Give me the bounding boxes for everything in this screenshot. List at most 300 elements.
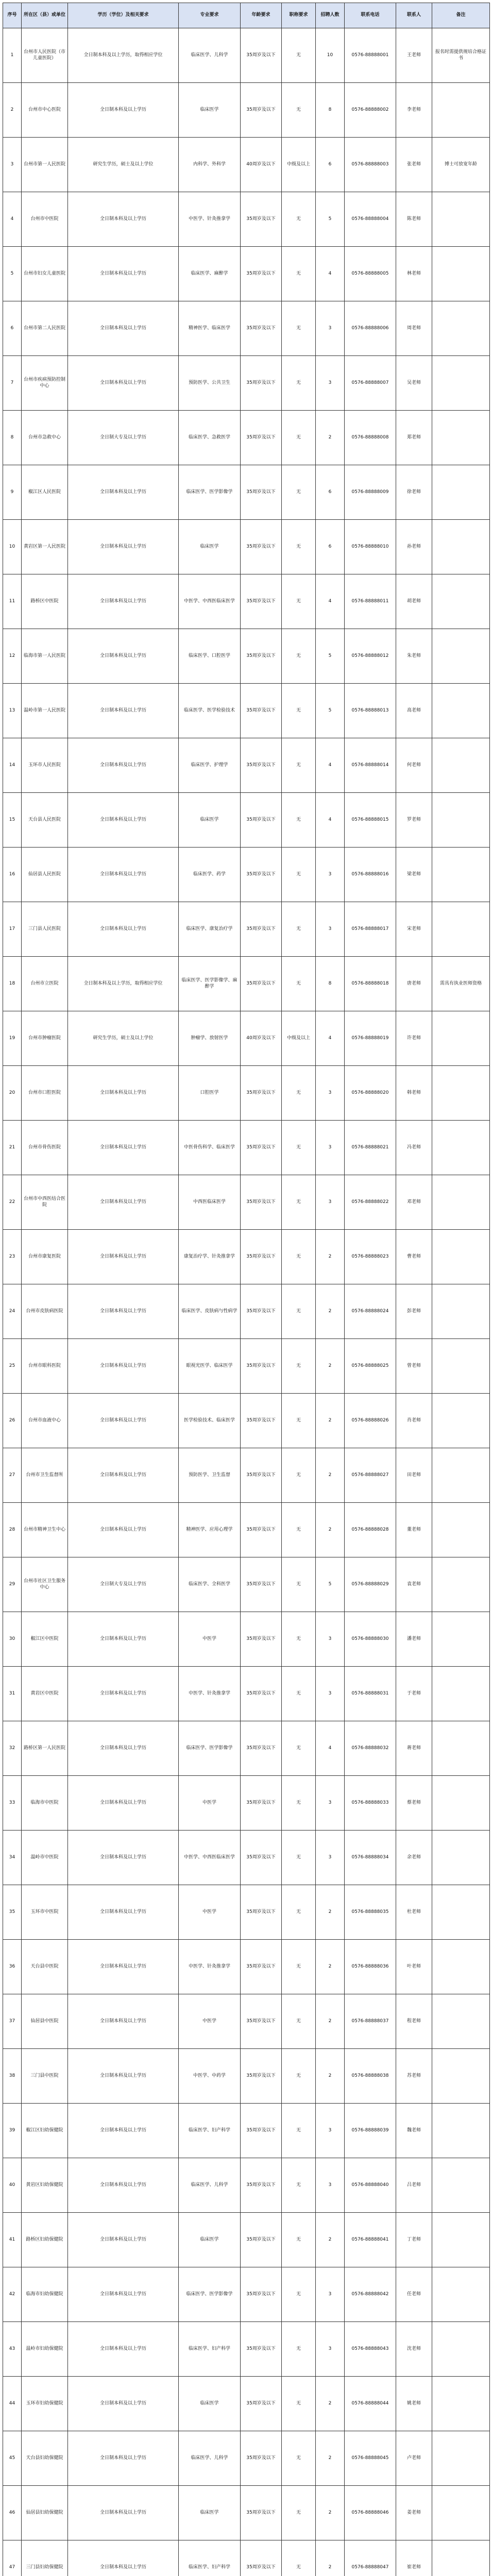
unit-cell: 三门县中医院: [22, 2049, 68, 2104]
table-row: [3, 738, 490, 793]
column-header: 专业要求: [179, 3, 241, 28]
requirement-cell: 全日制本科及以上学历: [68, 848, 179, 902]
row-number: 36: [3, 1940, 22, 1994]
age-cell: 35周岁及以下: [241, 356, 282, 411]
age-cell: 35周岁及以下: [241, 2486, 282, 2540]
major-cell: 临床医学、皮肤病与性病学: [179, 1284, 241, 1339]
notes-cell: [432, 1940, 490, 1994]
count-cell: 5: [316, 1557, 345, 1612]
phone-cell: 0576-88888017: [345, 902, 396, 957]
requirement-cell: 全日制本科及以上学历: [68, 574, 179, 629]
title-cell: 无: [282, 957, 316, 1011]
row-number: 26: [3, 1394, 22, 1448]
title-cell: 无: [282, 1885, 316, 1940]
phone-cell: 0576-88888034: [345, 1831, 396, 1885]
requirement-cell: 全日制本科及以上学历: [68, 1339, 179, 1394]
requirement-cell: 全日制本科及以上学历: [68, 1503, 179, 1557]
unit-cell: 台州市妇女儿童医院: [22, 247, 68, 301]
unit-cell: 台州市口腔医院: [22, 1066, 68, 1121]
age-cell: 35周岁及以下: [241, 1885, 282, 1940]
column-header: 职称要求: [282, 3, 316, 28]
phone-cell: 0576-88888011: [345, 574, 396, 629]
notes-cell: [432, 629, 490, 684]
requirement-cell: 全日制本科及以上学历: [68, 1230, 179, 1284]
title-cell: 中级及以上: [282, 1011, 316, 1066]
notes-cell: [432, 2377, 490, 2431]
requirement-cell: 全日制本科及以上学历: [68, 1994, 179, 2049]
header-row: [3, 3, 490, 28]
count-cell: 6: [316, 138, 345, 192]
requirement-cell: 全日制本科及以上学历: [68, 192, 179, 247]
row-number: 43: [3, 2322, 22, 2377]
phone-cell: 0576-88888009: [345, 465, 396, 520]
table-row: [3, 1066, 490, 1121]
contact-cell: 徐老师: [396, 465, 432, 520]
table-row: [3, 793, 490, 848]
table-row: [3, 1503, 490, 1557]
column-header: 所在区（县）或单位: [22, 3, 68, 28]
row-number: 18: [3, 957, 22, 1011]
title-cell: 无: [282, 2213, 316, 2267]
major-cell: 中西医临床医学: [179, 1175, 241, 1230]
major-cell: 中医学: [179, 1994, 241, 2049]
count-cell: 3: [316, 2267, 345, 2322]
phone-cell: 0576-88888035: [345, 1885, 396, 1940]
unit-cell: 天台县中医院: [22, 1940, 68, 1994]
requirement-cell: 全日制本科及以上学历: [68, 2431, 179, 2486]
phone-cell: 0576-88888045: [345, 2431, 396, 2486]
table-row: [3, 2267, 490, 2322]
column-header: 招聘人数: [316, 3, 345, 28]
age-cell: 35周岁及以下: [241, 1612, 282, 1667]
notes-cell: [432, 1667, 490, 1721]
notes-cell: [432, 2049, 490, 2104]
age-cell: 35周岁及以下: [241, 738, 282, 793]
age-cell: 35周岁及以下: [241, 1667, 282, 1721]
requirement-cell: 全日制本科及以上学历: [68, 465, 179, 520]
title-cell: 无: [282, 1721, 316, 1776]
phone-cell: 0576-88888018: [345, 957, 396, 1011]
age-cell: 35周岁及以下: [241, 83, 282, 138]
major-cell: 临床医学、全科医学: [179, 1557, 241, 1612]
table-row: [3, 1121, 490, 1175]
major-cell: 中医学、针灸推拿学: [179, 1667, 241, 1721]
major-cell: 临床医学: [179, 2486, 241, 2540]
contact-cell: 蒋老师: [396, 1721, 432, 1776]
table-row: [3, 1011, 490, 1066]
row-number: 10: [3, 520, 22, 574]
major-cell: 中医学、中西医临床医学: [179, 1831, 241, 1885]
notes-cell: [432, 574, 490, 629]
age-cell: 35周岁及以下: [241, 2049, 282, 2104]
unit-cell: 仙居县妇幼保健院: [22, 2486, 68, 2540]
contact-cell: 曾老师: [396, 1339, 432, 1394]
major-cell: 肿瘤学、放射医学: [179, 1011, 241, 1066]
unit-cell: 三门县妇幼保健院: [22, 2540, 68, 2576]
requirement-cell: 全日制本科及以上学历: [68, 1066, 179, 1121]
table-row: [3, 902, 490, 957]
count-cell: 2: [316, 1394, 345, 1448]
major-cell: 临床医学: [179, 83, 241, 138]
title-cell: 无: [282, 301, 316, 356]
major-cell: 临床医学: [179, 793, 241, 848]
contact-cell: 韩老师: [396, 1066, 432, 1121]
requirement-cell: 全日制本科及以上学历: [68, 83, 179, 138]
notes-cell: [432, 1721, 490, 1776]
row-number: 34: [3, 1831, 22, 1885]
table-row: [3, 2540, 490, 2576]
unit-cell: 黄岩区第一人民医院: [22, 520, 68, 574]
notes-cell: [432, 2431, 490, 2486]
requirement-cell: 全日制本科及以上学历: [68, 2377, 179, 2431]
notes-cell: [432, 1121, 490, 1175]
count-cell: 2: [316, 1284, 345, 1339]
phone-cell: 0576-88888006: [345, 301, 396, 356]
major-cell: 中医骨伤科学、临床医学: [179, 1121, 241, 1175]
notes-cell: [432, 2158, 490, 2213]
age-cell: 35周岁及以下: [241, 1394, 282, 1448]
table-row: [3, 411, 490, 465]
title-cell: 无: [282, 1940, 316, 1994]
phone-cell: 0576-88888021: [345, 1121, 396, 1175]
notes-cell: [432, 2213, 490, 2267]
requirement-cell: 全日制本科及以上学历: [68, 2104, 179, 2158]
unit-cell: 台州市血液中心: [22, 1394, 68, 1448]
age-cell: 35周岁及以下: [241, 301, 282, 356]
phone-cell: 0576-88888047: [345, 2540, 396, 2576]
phone-cell: 0576-88888039: [345, 2104, 396, 2158]
unit-cell: 台州市卫生监督所: [22, 1448, 68, 1503]
row-number: 2: [3, 83, 22, 138]
table-row: [3, 2104, 490, 2158]
contact-cell: 姜老师: [396, 2486, 432, 2540]
count-cell: 2: [316, 1339, 345, 1394]
title-cell: 无: [282, 83, 316, 138]
row-number: 13: [3, 684, 22, 738]
count-cell: 3: [316, 2104, 345, 2158]
row-number: 9: [3, 465, 22, 520]
major-cell: 临床医学、康复治疗学: [179, 902, 241, 957]
notes-cell: [432, 301, 490, 356]
count-cell: 3: [316, 848, 345, 902]
count-cell: 3: [316, 1667, 345, 1721]
table-row: [3, 684, 490, 738]
phone-cell: 0576-88888002: [345, 83, 396, 138]
row-number: 42: [3, 2267, 22, 2322]
row-number: 45: [3, 2431, 22, 2486]
age-cell: 35周岁及以下: [241, 28, 282, 83]
table-row: [3, 83, 490, 138]
title-cell: 无: [282, 2431, 316, 2486]
notes-cell: [432, 1612, 490, 1667]
contact-cell: 崔老师: [396, 2540, 432, 2576]
title-cell: 无: [282, 1994, 316, 2049]
count-cell: 2: [316, 2049, 345, 2104]
title-cell: 无: [282, 247, 316, 301]
contact-cell: 周老师: [396, 301, 432, 356]
table-row: [3, 957, 490, 1011]
notes-cell: 报名时需提供规培合格证书: [432, 28, 490, 83]
phone-cell: 0576-88888037: [345, 1994, 396, 2049]
unit-cell: 台州市人民医院（市儿童医院）: [22, 28, 68, 83]
table-row: [3, 1885, 490, 1940]
contact-cell: 宋老师: [396, 902, 432, 957]
title-cell: 无: [282, 1230, 316, 1284]
count-cell: 3: [316, 1175, 345, 1230]
table-row: [3, 356, 490, 411]
major-cell: 临床医学、急救医学: [179, 411, 241, 465]
requirement-cell: 全日制本科及以上学历: [68, 1940, 179, 1994]
age-cell: 35周岁及以下: [241, 1503, 282, 1557]
title-cell: 无: [282, 28, 316, 83]
table-row: [3, 1284, 490, 1339]
table-row: [3, 1776, 490, 1831]
title-cell: 无: [282, 1448, 316, 1503]
unit-cell: 台州市肿瘤医院: [22, 1011, 68, 1066]
row-number: 47: [3, 2540, 22, 2576]
row-number: 24: [3, 1284, 22, 1339]
major-cell: 临床医学、儿科学: [179, 28, 241, 83]
requirement-cell: 全日制本科及以上学历: [68, 1721, 179, 1776]
requirement-cell: 全日制大专及以上学历: [68, 1557, 179, 1612]
major-cell: 临床医学、医学影像学、麻醉学: [179, 957, 241, 1011]
major-cell: 临床医学: [179, 2213, 241, 2267]
count-cell: 2: [316, 1230, 345, 1284]
major-cell: 临床医学、妇产科学: [179, 2540, 241, 2576]
contact-cell: 林老师: [396, 247, 432, 301]
unit-cell: 黄岩区妇幼保健院: [22, 2158, 68, 2213]
column-header: 联系电话: [345, 3, 396, 28]
title-cell: 无: [282, 520, 316, 574]
unit-cell: 椒江区人民医院: [22, 465, 68, 520]
contact-cell: 梁老师: [396, 848, 432, 902]
recruitment-table: [3, 3, 490, 2576]
notes-cell: [432, 793, 490, 848]
row-number: 40: [3, 2158, 22, 2213]
phone-cell: 0576-88888020: [345, 1066, 396, 1121]
table-row: [3, 1175, 490, 1230]
requirement-cell: 全日制本科及以上学历: [68, 738, 179, 793]
requirement-cell: 全日制本科及以上学历: [68, 2267, 179, 2322]
row-number: 23: [3, 1230, 22, 1284]
row-number: 37: [3, 1994, 22, 2049]
count-cell: 3: [316, 2322, 345, 2377]
unit-cell: 台州市急救中心: [22, 411, 68, 465]
table-row: [3, 1994, 490, 2049]
requirement-cell: 全日制本科及以上学历: [68, 1776, 179, 1831]
requirement-cell: 研究生学历，硕士及以上学位: [68, 138, 179, 192]
requirement-cell: 全日制本科及以上学历: [68, 2049, 179, 2104]
count-cell: 10: [316, 28, 345, 83]
unit-cell: 台州市精神卫生中心: [22, 1503, 68, 1557]
count-cell: 2: [316, 2486, 345, 2540]
phone-cell: 0576-88888010: [345, 520, 396, 574]
row-number: 33: [3, 1776, 22, 1831]
major-cell: 临床医学、儿科学: [179, 2431, 241, 2486]
count-cell: 3: [316, 2158, 345, 2213]
requirement-cell: 全日制本科及以上学历: [68, 793, 179, 848]
major-cell: 中医学、中药学: [179, 2049, 241, 2104]
notes-cell: [432, 356, 490, 411]
unit-cell: 天台县人民医院: [22, 793, 68, 848]
unit-cell: 台州市中医院: [22, 192, 68, 247]
unit-cell: 临海市妇幼保健院: [22, 2267, 68, 2322]
unit-cell: 玉环市人民医院: [22, 738, 68, 793]
contact-cell: 董老师: [396, 1503, 432, 1557]
row-number: 46: [3, 2486, 22, 2540]
unit-cell: 台州市骨伤医院: [22, 1121, 68, 1175]
major-cell: 临床医学、医学影像学: [179, 465, 241, 520]
table-row: [3, 28, 490, 83]
major-cell: 临床医学、护理学: [179, 738, 241, 793]
age-cell: 35周岁及以下: [241, 192, 282, 247]
phone-cell: 0576-88888014: [345, 738, 396, 793]
phone-cell: 0576-88888012: [345, 629, 396, 684]
requirement-cell: 全日制本科及以上学历: [68, 1612, 179, 1667]
requirement-cell: 全日制本科及以上学历: [68, 629, 179, 684]
phone-cell: 0576-88888024: [345, 1284, 396, 1339]
requirement-cell: 全日制本科及以上学历: [68, 2486, 179, 2540]
contact-cell: 张老师: [396, 138, 432, 192]
count-cell: 5: [316, 629, 345, 684]
age-cell: 35周岁及以下: [241, 465, 282, 520]
count-cell: 3: [316, 1776, 345, 1831]
title-cell: 无: [282, 1394, 316, 1448]
title-cell: 无: [282, 2158, 316, 2213]
count-cell: 2: [316, 1885, 345, 1940]
requirement-cell: 全日制本科及以上学历: [68, 1667, 179, 1721]
notes-cell: [432, 1831, 490, 1885]
major-cell: 内科学、外科学: [179, 138, 241, 192]
contact-cell: 曹老师: [396, 1230, 432, 1284]
requirement-cell: 全日制本科及以上学历: [68, 301, 179, 356]
table-row: [3, 247, 490, 301]
phone-cell: 0576-88888043: [345, 2322, 396, 2377]
table-row: [3, 1339, 490, 1394]
notes-cell: [432, 2540, 490, 2576]
requirement-cell: 全日制本科及以上学历: [68, 902, 179, 957]
major-cell: 中医学、针灸推拿学: [179, 192, 241, 247]
count-cell: 3: [316, 301, 345, 356]
count-cell: 5: [316, 192, 345, 247]
major-cell: 眼视光医学、临床医学: [179, 1339, 241, 1394]
unit-cell: 天台县妇幼保健院: [22, 2431, 68, 2486]
table-row: [3, 2486, 490, 2540]
notes-cell: [432, 684, 490, 738]
unit-cell: 黄岩区中医院: [22, 1667, 68, 1721]
unit-cell: 温岭市第一人民医院: [22, 684, 68, 738]
table-row: [3, 465, 490, 520]
row-number: 4: [3, 192, 22, 247]
phone-cell: 0576-88888026: [345, 1394, 396, 1448]
notes-cell: [432, 192, 490, 247]
contact-cell: 许老师: [396, 1011, 432, 1066]
contact-cell: 蔡老师: [396, 1776, 432, 1831]
column-header: 序号: [3, 3, 22, 28]
age-cell: 35周岁及以下: [241, 1121, 282, 1175]
table-row: [3, 2158, 490, 2213]
count-cell: 4: [316, 793, 345, 848]
phone-cell: 0576-88888016: [345, 848, 396, 902]
phone-cell: 0576-88888023: [345, 1230, 396, 1284]
major-cell: 预防医学、卫生监督: [179, 1448, 241, 1503]
requirement-cell: 全日制本科及以上学历: [68, 1175, 179, 1230]
table-row: [3, 1667, 490, 1721]
requirement-cell: 全日制本科及以上学历: [68, 1394, 179, 1448]
phone-cell: 0576-88888033: [345, 1776, 396, 1831]
age-cell: 35周岁及以下: [241, 629, 282, 684]
phone-cell: 0576-88888027: [345, 1448, 396, 1503]
contact-cell: 吴老师: [396, 356, 432, 411]
count-cell: 3: [316, 1831, 345, 1885]
notes-cell: [432, 1557, 490, 1612]
title-cell: 中级及以上: [282, 138, 316, 192]
title-cell: 无: [282, 2104, 316, 2158]
count-cell: 2: [316, 1503, 345, 1557]
count-cell: 2: [316, 1448, 345, 1503]
unit-cell: 台州市中心医院: [22, 83, 68, 138]
unit-cell: 玉环市妇幼保健院: [22, 2377, 68, 2431]
count-cell: 8: [316, 83, 345, 138]
phone-cell: 0576-88888013: [345, 684, 396, 738]
notes-cell: [432, 1885, 490, 1940]
unit-cell: 临海市第一人民医院: [22, 629, 68, 684]
title-cell: 无: [282, 1612, 316, 1667]
unit-cell: 仙居县人民医院: [22, 848, 68, 902]
age-cell: 35周岁及以下: [241, 1230, 282, 1284]
age-cell: 35周岁及以下: [241, 2267, 282, 2322]
notes-cell: 博士可放宽年龄: [432, 138, 490, 192]
row-number: 39: [3, 2104, 22, 2158]
notes-cell: [432, 1066, 490, 1121]
major-cell: 临床医学: [179, 520, 241, 574]
row-number: 27: [3, 1448, 22, 1503]
contact-cell: 何老师: [396, 738, 432, 793]
contact-cell: 田老师: [396, 1448, 432, 1503]
age-cell: 35周岁及以下: [241, 1776, 282, 1831]
major-cell: 临床医学、药学: [179, 848, 241, 902]
phone-cell: 0576-88888031: [345, 1667, 396, 1721]
count-cell: 6: [316, 465, 345, 520]
age-cell: 35周岁及以下: [241, 520, 282, 574]
table-row: [3, 1831, 490, 1885]
major-cell: 中医学、中西医临床医学: [179, 574, 241, 629]
age-cell: 35周岁及以下: [241, 2158, 282, 2213]
title-cell: 无: [282, 2377, 316, 2431]
row-number: 8: [3, 411, 22, 465]
column-header: 年龄要求: [241, 3, 282, 28]
age-cell: 35周岁及以下: [241, 902, 282, 957]
unit-cell: 路桥区第一人民医院: [22, 1721, 68, 1776]
requirement-cell: 全日制本科及以上学历: [68, 1448, 179, 1503]
title-cell: 无: [282, 793, 316, 848]
requirement-cell: 全日制本科及以上学历: [68, 684, 179, 738]
notes-cell: [432, 2104, 490, 2158]
unit-cell: 台州市中西医结合医院: [22, 1175, 68, 1230]
count-cell: 2: [316, 2213, 345, 2267]
age-cell: 35周岁及以下: [241, 957, 282, 1011]
age-cell: 35周岁及以下: [241, 1066, 282, 1121]
unit-cell: 台州市第二人民医院: [22, 301, 68, 356]
contact-cell: 王老师: [396, 28, 432, 83]
major-cell: 临床医学、儿科学: [179, 2158, 241, 2213]
title-cell: 无: [282, 2540, 316, 2576]
notes-cell: [432, 1175, 490, 1230]
row-number: 5: [3, 247, 22, 301]
phone-cell: 0576-88888003: [345, 138, 396, 192]
requirement-cell: 全日制本科及以上学历: [68, 356, 179, 411]
table-row: [3, 301, 490, 356]
